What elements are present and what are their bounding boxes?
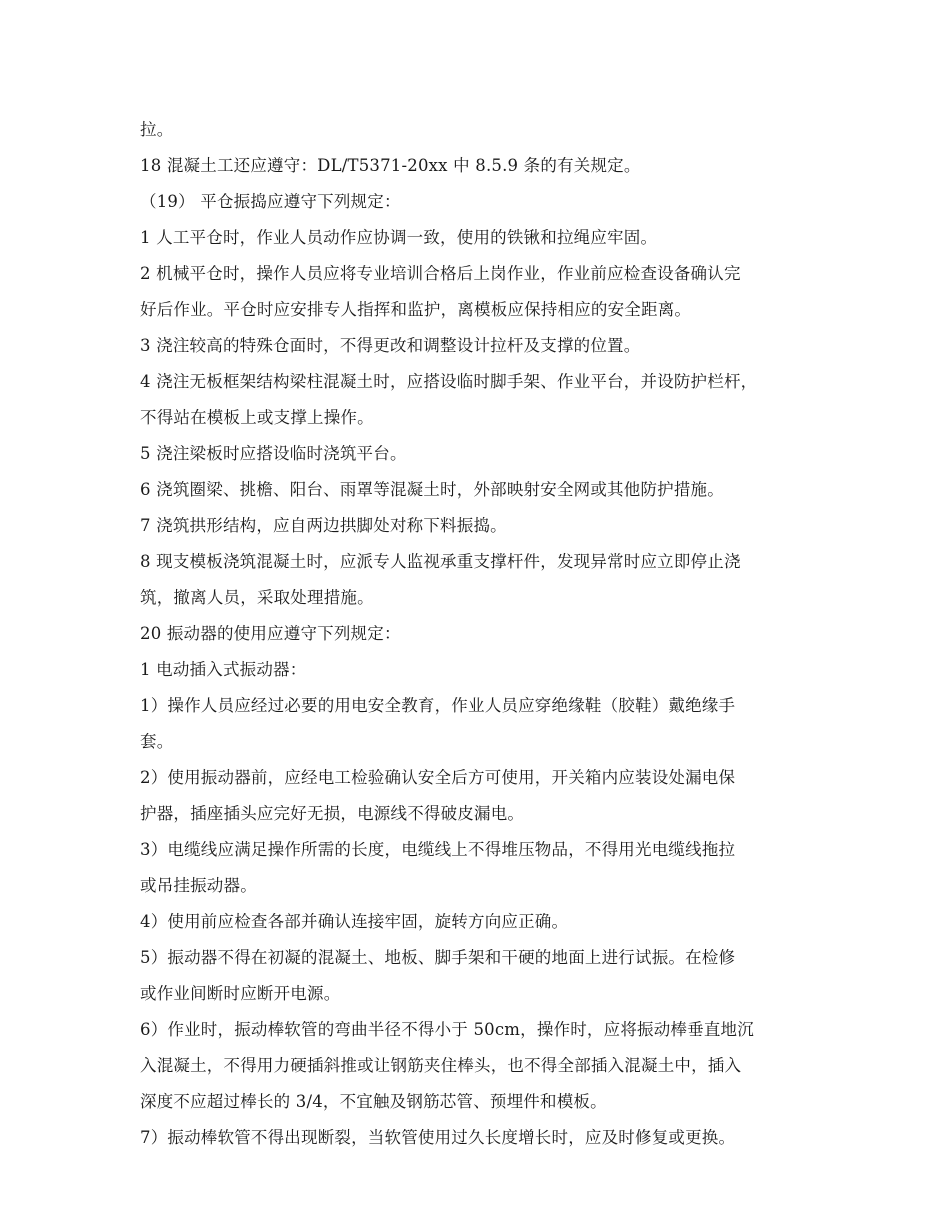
text-line: 好后作业。平仓时应安排专人指挥和监护，离模板应保持相应的安全距离。 <box>140 300 692 319</box>
text-line: 护器，插座插头应完好无损，电源线不得破皮漏电。 <box>140 804 525 823</box>
text-line: 1）操作人员应经过必要的用电安全教育，作业人员应穿绝缘鞋（胶鞋）戴绝缘手 <box>140 696 736 715</box>
text-line: 深度不应超过棒长的 3/4，不宜触及钢筋芯管、预埋件和模板。 <box>140 1092 607 1111</box>
text-line: 8 现支模板浇筑混凝土时，应派专人监视承重支撑杆件，发现异常时应立即停止浇 <box>140 552 741 571</box>
text-line: 18 混凝土工还应遵守：DL/T5371-20xx 中 8.5.9 条的有关规定。 <box>140 156 641 175</box>
text-line: 20 振动器的使用应遵守下列规定： <box>140 624 401 643</box>
text-line: 不得站在模板上或支撑上操作。 <box>140 408 374 427</box>
text-line: 6 浇筑圈梁、挑檐、阳台、雨罩等混凝土时，外部映射安全网或其他防护措施。 <box>140 480 724 499</box>
text-line: 3 浇注较高的特殊仓面时，不得更改和调整设计拉杆及支撑的位置。 <box>140 336 641 355</box>
text-line: 4）使用前应检查各部并确认连接牢固，旋转方向应正确。 <box>140 912 569 931</box>
text-line: 套。 <box>140 732 174 751</box>
text-line: 2）使用振动器前，应经电工检验确认安全后方可使用，开关箱内应装设处漏电保 <box>140 768 736 787</box>
text-line: 6）作业时，振动棒软管的弯曲半径不得小于 50cm，操作时，应将振动棒垂直地沉 <box>140 1020 754 1039</box>
text-line: 7 浇筑拱形结构，应自两边拱脚处对称下料振捣。 <box>140 516 507 535</box>
text-line: 入混凝土，不得用力硬插斜推或让钢筋夹住棒头，也不得全部插入混凝土中，插入 <box>140 1056 742 1075</box>
text-line: 1 人工平仓时，作业人员动作应协调一致，使用的铁锹和拉绳应牢固。 <box>140 228 658 247</box>
text-line: 筑，撤离人员，采取处理措施。 <box>140 588 374 607</box>
text-line: 7）振动棒软管不得出现断裂，当软管使用过久长度增长时，应及时修复或更换。 <box>140 1128 736 1147</box>
text-line: 或作业间断时应断开电源。 <box>140 984 341 1003</box>
text-line: 4 浇注无板框架结构梁柱混凝土时，应搭设临时脚手架、作业平台，并设防护栏杆， <box>140 372 758 391</box>
text-line: 3）电缆线应满足操作所需的长度，电缆线上不得堆压物品，不得用光电缆线拖拉 <box>140 840 736 859</box>
text-line: 或吊挂振动器。 <box>140 876 257 895</box>
document-body <box>140 112 830 1156</box>
text-line: 5 浇注梁板时应搭设临时浇筑平台。 <box>140 444 407 463</box>
text-line: 2 机械平仓时，操作人员应将专业培训合格后上岗作业，作业前应检查设备确认完 <box>140 264 741 283</box>
text-line: 1 电动插入式振动器： <box>140 660 307 679</box>
text-line: 拉。 <box>140 120 174 139</box>
text-line: 5）振动器不得在初凝的混凝土、地板、脚手架和干硬的地面上进行试振。在检修 <box>140 948 736 967</box>
text-line: （19） 平仓振捣应遵守下列规定： <box>140 192 401 211</box>
